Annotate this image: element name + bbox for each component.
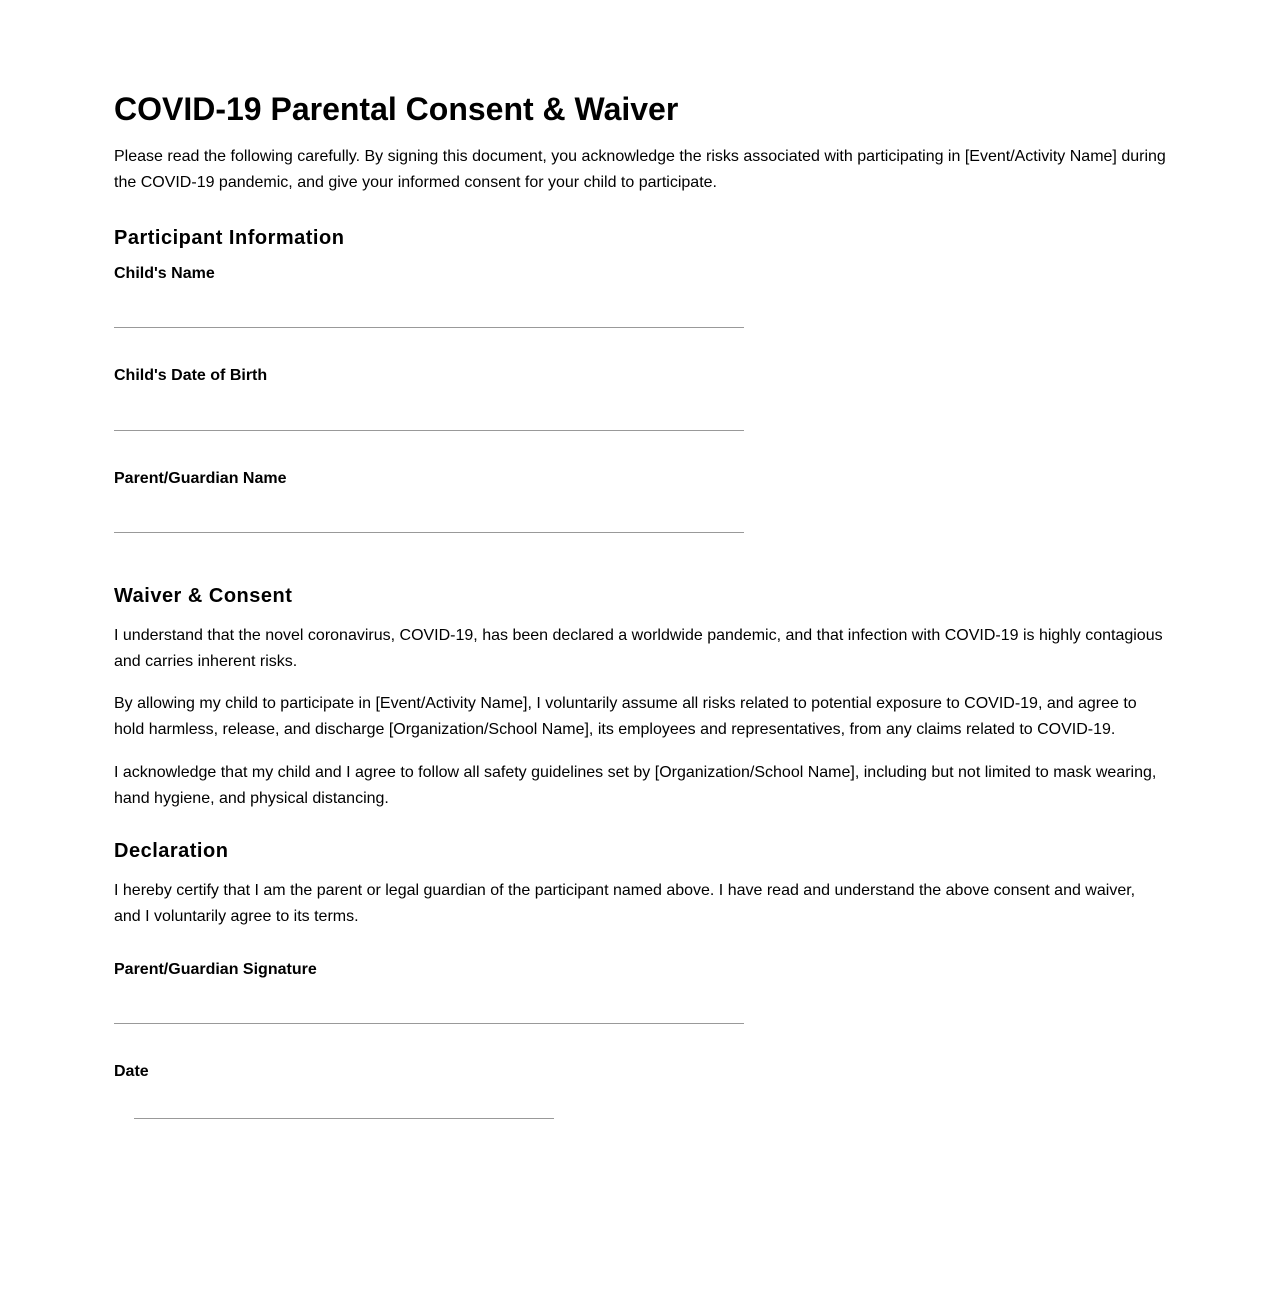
signature-label: Parent/Guardian Signature [114,961,317,978]
date-field[interactable] [134,1094,554,1119]
intro-paragraph: Please read the following carefully. By signing this document, you acknowledge the risks associated with participating in [Event/Activity Name] during the COVID-19 pandemic, and give your informed consent for your child to participate. [114,148,1166,191]
date-label: Date [114,1063,149,1080]
section-heading-waiver-consent: Waiver & Consent [114,585,293,607]
parent-guardian-name-field[interactable] [114,508,744,533]
parent-guardian-name-label: Parent/Guardian Name [114,470,287,487]
childs-name-label: Child's Name [114,265,215,282]
childs-name-field[interactable] [114,303,744,328]
waiver-paragraph-1: I understand that the novel coronavirus, COVID-19, has been declared a worldwide pandemic, and that infection with COVID-19 is highly contagious and carries inherent risks. [114,627,1163,670]
childs-dob-field[interactable] [114,406,744,431]
childs-dob-label: Child's Date of Birth [114,367,268,384]
section-heading-declaration: Declaration [114,840,229,862]
page-title: COVID-19 Parental Consent & Waiver [114,91,679,127]
section-heading-participant-information: Participant Information [114,227,345,249]
waiver-paragraph-3: I acknowledge that my child and I agree to follow all safety guidelines set by [Organization/School Name], including but not limited to mask wearing, hand hygiene, and physical distancing. [114,764,1157,807]
declaration-paragraph: I hereby certify that I am the parent or legal guardian of the participant named above. I have read and understand the above consent and waiver, and I voluntarily agree to its terms. [114,882,1136,925]
signature-field[interactable] [114,999,744,1024]
waiver-paragraph-2: By allowing my child to participate in [Event/Activity Name], I voluntarily assume all risks related to potential exposure to COVID-19, and agree to hold harmless, release, and discharge [Organization/School Name], its employees and representatives, from any claims related to COVID-19. [114,695,1137,738]
